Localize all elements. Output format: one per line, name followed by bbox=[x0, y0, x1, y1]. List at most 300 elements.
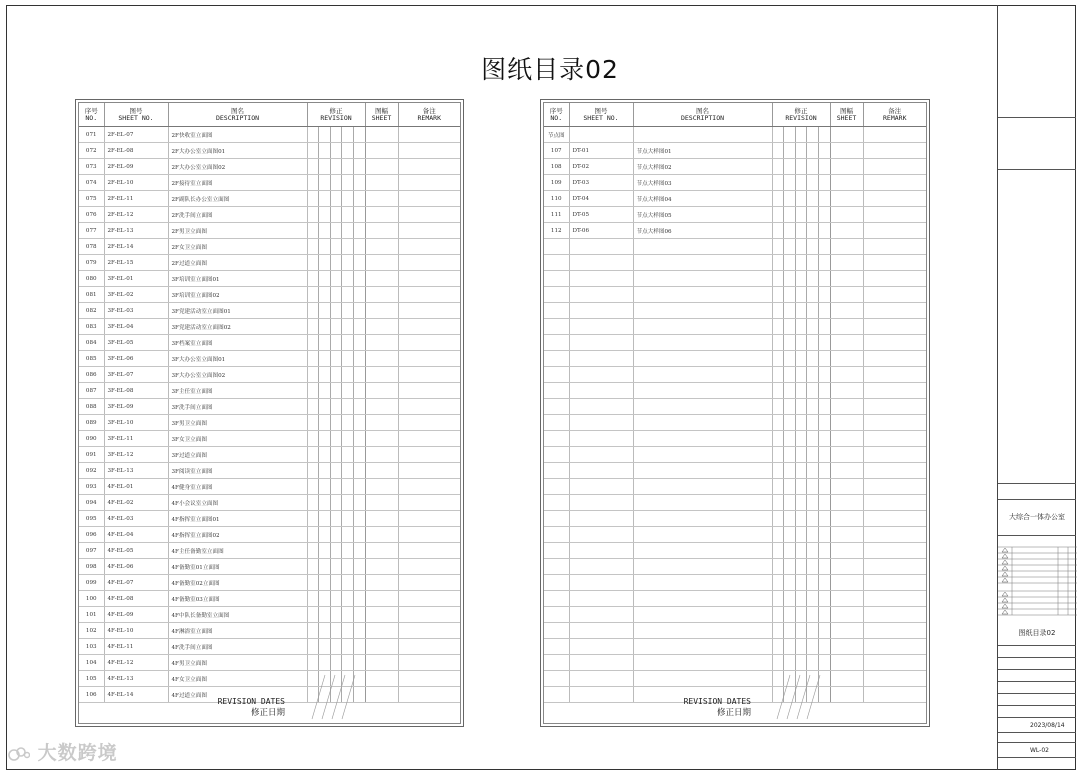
row-description: 2F女卫立面图 bbox=[168, 239, 307, 255]
row-description bbox=[633, 287, 772, 303]
row-revision bbox=[307, 527, 365, 543]
col-header-description: 图名 DESCRIPTION bbox=[168, 103, 307, 127]
row-remark bbox=[398, 335, 460, 351]
row-sheet-no: 2F-EL-13 bbox=[104, 223, 168, 239]
row-revision bbox=[307, 207, 365, 223]
row-remark bbox=[398, 175, 460, 191]
watermark bbox=[8, 738, 118, 765]
row-sheet-no: 3F-EL-09 bbox=[104, 399, 168, 415]
row-description: 4F指挥室立面图02 bbox=[168, 527, 307, 543]
col-header-no: 序号 NO. bbox=[544, 103, 569, 127]
row-description: 4F健身室立面图 bbox=[168, 479, 307, 495]
row-sheet-no: DT-02 bbox=[569, 159, 633, 175]
row-remark bbox=[398, 319, 460, 335]
row-description bbox=[633, 591, 772, 607]
row-remark bbox=[398, 207, 460, 223]
row-sheet-no bbox=[569, 591, 633, 607]
row-description bbox=[633, 239, 772, 255]
row-remark bbox=[863, 159, 926, 175]
row-remark bbox=[398, 287, 460, 303]
row-sheet-no bbox=[569, 303, 633, 319]
row-sheet-size bbox=[830, 271, 863, 287]
row-sheet-size bbox=[830, 623, 863, 639]
row-number bbox=[544, 591, 569, 607]
row-sheet-size bbox=[830, 543, 863, 559]
row-sheet-size bbox=[830, 607, 863, 623]
row-remark bbox=[398, 463, 460, 479]
row-number: 074 bbox=[79, 175, 104, 191]
row-description bbox=[633, 351, 772, 367]
row-revision bbox=[307, 575, 365, 591]
table-row bbox=[544, 479, 926, 495]
table-row bbox=[544, 159, 926, 175]
row-sheet-size bbox=[830, 463, 863, 479]
table-row bbox=[79, 255, 460, 271]
row-number bbox=[544, 463, 569, 479]
row-description: 3F洗手间立面图 bbox=[168, 399, 307, 415]
row-sheet-no: 2F-EL-15 bbox=[104, 255, 168, 271]
row-sheet-size bbox=[365, 367, 398, 383]
row-remark bbox=[863, 143, 926, 159]
project-name: 大综合一体办公室 bbox=[1009, 513, 1065, 521]
row-sheet-no: 4F-EL-04 bbox=[104, 527, 168, 543]
row-description bbox=[633, 463, 772, 479]
row-revision bbox=[772, 447, 830, 463]
row-description: 4F主任备勤室立面图 bbox=[168, 543, 307, 559]
row-number bbox=[544, 575, 569, 591]
row-sheet-no bbox=[569, 447, 633, 463]
row-description bbox=[633, 655, 772, 671]
row-number: 087 bbox=[79, 383, 104, 399]
row-sheet-size bbox=[830, 559, 863, 575]
title-block-project bbox=[998, 499, 1076, 536]
row-description: 4F男卫立面图 bbox=[168, 655, 307, 671]
row-number bbox=[544, 383, 569, 399]
table-row bbox=[544, 175, 926, 191]
row-sheet-size bbox=[365, 479, 398, 495]
row-description: 3F女卫立面图 bbox=[168, 431, 307, 447]
row-revision bbox=[772, 367, 830, 383]
row-description: 节点大样图04 bbox=[633, 191, 772, 207]
row-revision bbox=[772, 175, 830, 191]
row-sheet-no: DT-05 bbox=[569, 207, 633, 223]
table-row bbox=[544, 351, 926, 367]
revision-symbols-grid bbox=[998, 539, 1077, 617]
row-sheet-no bbox=[569, 559, 633, 575]
table-row bbox=[544, 431, 926, 447]
revision-dates-label-en: REVISION DATES bbox=[217, 697, 285, 706]
table-row bbox=[79, 143, 460, 159]
row-revision bbox=[307, 127, 365, 143]
row-sheet-no: 3F-EL-07 bbox=[104, 367, 168, 383]
row-sheet-no bbox=[569, 543, 633, 559]
row-revision bbox=[307, 623, 365, 639]
row-description bbox=[633, 639, 772, 655]
col-header-sheet: 图幅 SHEET bbox=[830, 103, 863, 127]
table-row bbox=[544, 271, 926, 287]
row-number: 076 bbox=[79, 207, 104, 223]
row-sheet-no bbox=[569, 655, 633, 671]
table-row bbox=[544, 303, 926, 319]
table-row bbox=[544, 319, 926, 335]
row-number: 090 bbox=[79, 431, 104, 447]
row-revision bbox=[307, 159, 365, 175]
row-sheet-size bbox=[365, 463, 398, 479]
row-description: 4F女卫立面图 bbox=[168, 671, 307, 687]
row-description: 节点大样图06 bbox=[633, 223, 772, 239]
row-sheet-size bbox=[830, 319, 863, 335]
row-number: 105 bbox=[79, 671, 104, 687]
row-revision bbox=[307, 255, 365, 271]
row-remark bbox=[863, 175, 926, 191]
col-header-sheet: 图幅 SHEET bbox=[365, 103, 398, 127]
row-revision bbox=[772, 335, 830, 351]
table-row bbox=[544, 607, 926, 623]
row-number: 075 bbox=[79, 191, 104, 207]
title-block-drawing-name bbox=[998, 617, 1076, 646]
row-description bbox=[633, 303, 772, 319]
row-revision bbox=[307, 431, 365, 447]
row-sheet-size bbox=[830, 415, 863, 431]
table-row bbox=[544, 623, 926, 639]
row-number: 099 bbox=[79, 575, 104, 591]
row-number: 103 bbox=[79, 639, 104, 655]
row-revision bbox=[307, 511, 365, 527]
table-row bbox=[79, 239, 460, 255]
row-description: 4F备勤室01立面图 bbox=[168, 559, 307, 575]
row-revision bbox=[772, 527, 830, 543]
row-sheet-size bbox=[830, 367, 863, 383]
row-number: 节点图 bbox=[544, 127, 569, 143]
row-remark bbox=[863, 543, 926, 559]
row-description: 4F指挥室立面图01 bbox=[168, 511, 307, 527]
row-sheet-size bbox=[365, 303, 398, 319]
row-revision bbox=[772, 511, 830, 527]
row-description: 3F大办公室立面图01 bbox=[168, 351, 307, 367]
table-row bbox=[79, 287, 460, 303]
revision-dates-footer bbox=[79, 671, 460, 723]
row-revision bbox=[307, 319, 365, 335]
page-title: 图纸目录02 bbox=[481, 55, 619, 84]
table-row bbox=[544, 511, 926, 527]
table-row bbox=[544, 335, 926, 351]
row-sheet-size bbox=[365, 495, 398, 511]
row-revision bbox=[772, 543, 830, 559]
table-row bbox=[79, 367, 460, 383]
row-sheet-no: 2F-EL-08 bbox=[104, 143, 168, 159]
row-description: 4F备勤室03立面图 bbox=[168, 591, 307, 607]
row-revision bbox=[772, 431, 830, 447]
col-header-revision: 修正 REVISION bbox=[772, 103, 830, 127]
row-revision bbox=[307, 591, 365, 607]
table-row bbox=[544, 527, 926, 543]
row-description: 节点大样图03 bbox=[633, 175, 772, 191]
row-description: 3F培训室立面图01 bbox=[168, 271, 307, 287]
row-number bbox=[544, 335, 569, 351]
row-remark bbox=[863, 655, 926, 671]
row-revision bbox=[772, 191, 830, 207]
row-number bbox=[544, 271, 569, 287]
row-sheet-no: 3F-EL-13 bbox=[104, 463, 168, 479]
drawing-index-table-left bbox=[75, 99, 464, 727]
row-description: 3F过道立面图 bbox=[168, 447, 307, 463]
row-description: 2F过道立面图 bbox=[168, 255, 307, 271]
row-remark bbox=[863, 383, 926, 399]
row-revision bbox=[307, 415, 365, 431]
row-sheet-no: DT-03 bbox=[569, 175, 633, 191]
row-sheet-size bbox=[830, 175, 863, 191]
col-header-remark: 备注 REMARK bbox=[398, 103, 460, 127]
title-block-date-row bbox=[998, 717, 1076, 733]
table-row bbox=[79, 575, 460, 591]
table-row bbox=[79, 319, 460, 335]
row-sheet-no bbox=[569, 287, 633, 303]
drawing-name: 图纸目录02 bbox=[1018, 629, 1056, 637]
row-description: 3F档案室立面图 bbox=[168, 335, 307, 351]
row-sheet-no bbox=[569, 431, 633, 447]
row-revision bbox=[772, 351, 830, 367]
row-remark bbox=[863, 239, 926, 255]
table-row bbox=[79, 415, 460, 431]
row-number bbox=[544, 239, 569, 255]
row-number: 110 bbox=[544, 191, 569, 207]
row-sheet-size bbox=[365, 447, 398, 463]
row-sheet-size bbox=[830, 239, 863, 255]
row-number: 071 bbox=[79, 127, 104, 143]
row-remark bbox=[398, 639, 460, 655]
row-sheet-no bbox=[569, 495, 633, 511]
row-sheet-no: 4F-EL-05 bbox=[104, 543, 168, 559]
col-header-no: 序号 NO. bbox=[79, 103, 104, 127]
row-sheet-no bbox=[569, 335, 633, 351]
row-description: 3F党建活动室立面图02 bbox=[168, 319, 307, 335]
row-revision bbox=[307, 239, 365, 255]
row-remark bbox=[398, 255, 460, 271]
row-description bbox=[633, 335, 772, 351]
row-number bbox=[544, 351, 569, 367]
row-sheet-size bbox=[830, 159, 863, 175]
row-remark bbox=[863, 207, 926, 223]
row-description: 3F主任室立面图 bbox=[168, 383, 307, 399]
row-sheet-no: 4F-EL-12 bbox=[104, 655, 168, 671]
row-number: 096 bbox=[79, 527, 104, 543]
row-number: 083 bbox=[79, 319, 104, 335]
table-row bbox=[544, 255, 926, 271]
row-sheet-no: 4F-EL-06 bbox=[104, 559, 168, 575]
row-sheet-size bbox=[365, 527, 398, 543]
row-revision bbox=[772, 319, 830, 335]
row-sheet-size bbox=[830, 447, 863, 463]
row-number bbox=[544, 559, 569, 575]
row-remark bbox=[398, 559, 460, 575]
row-remark bbox=[863, 223, 926, 239]
row-remark bbox=[398, 127, 460, 143]
row-revision bbox=[772, 159, 830, 175]
row-sheet-no: 4F-EL-13 bbox=[104, 671, 168, 687]
col-header-sheet-no: 图号 SHEET NO. bbox=[569, 103, 633, 127]
row-number bbox=[544, 287, 569, 303]
row-number: 073 bbox=[79, 159, 104, 175]
row-sheet-size bbox=[365, 575, 398, 591]
row-sheet-no bbox=[569, 271, 633, 287]
title-block-notes-area bbox=[998, 117, 1076, 170]
row-number: 084 bbox=[79, 335, 104, 351]
row-number bbox=[544, 447, 569, 463]
row-sheet-size bbox=[365, 239, 398, 255]
row-sheet-size bbox=[365, 335, 398, 351]
row-sheet-size bbox=[365, 623, 398, 639]
row-sheet-no: 3F-EL-12 bbox=[104, 447, 168, 463]
row-sheet-size bbox=[830, 511, 863, 527]
row-sheet-size bbox=[830, 255, 863, 271]
row-number bbox=[544, 527, 569, 543]
row-sheet-no: 3F-EL-06 bbox=[104, 351, 168, 367]
row-sheet-no: 2F-EL-09 bbox=[104, 159, 168, 175]
watermark-logo-icon bbox=[8, 746, 30, 762]
table-row bbox=[544, 383, 926, 399]
row-sheet-size bbox=[830, 335, 863, 351]
row-description bbox=[633, 527, 772, 543]
table-row bbox=[544, 463, 926, 479]
row-sheet-size bbox=[365, 607, 398, 623]
row-number bbox=[544, 479, 569, 495]
row-number bbox=[544, 255, 569, 271]
row-revision bbox=[772, 591, 830, 607]
index-table bbox=[544, 103, 926, 703]
row-sheet-size bbox=[365, 431, 398, 447]
row-description bbox=[633, 255, 772, 271]
row-remark bbox=[398, 271, 460, 287]
row-remark bbox=[863, 463, 926, 479]
row-sheet-no bbox=[569, 415, 633, 431]
row-sheet-no: 2F-EL-11 bbox=[104, 191, 168, 207]
row-sheet-no: DT-06 bbox=[569, 223, 633, 239]
row-sheet-no bbox=[569, 255, 633, 271]
row-description bbox=[633, 495, 772, 511]
row-revision bbox=[772, 655, 830, 671]
row-remark bbox=[863, 415, 926, 431]
table-row bbox=[79, 495, 460, 511]
revision-dates-label-cn: 修正日期 bbox=[250, 708, 285, 718]
title-block bbox=[997, 5, 1076, 770]
row-sheet-size bbox=[365, 639, 398, 655]
row-remark bbox=[398, 511, 460, 527]
row-remark bbox=[398, 431, 460, 447]
row-sheet-size bbox=[365, 223, 398, 239]
row-sheet-no bbox=[569, 511, 633, 527]
row-sheet-size bbox=[365, 255, 398, 271]
table-row bbox=[79, 159, 460, 175]
row-remark bbox=[863, 271, 926, 287]
row-revision bbox=[772, 255, 830, 271]
row-revision bbox=[307, 479, 365, 495]
row-sheet-size bbox=[365, 543, 398, 559]
table-row bbox=[79, 591, 460, 607]
row-remark bbox=[398, 591, 460, 607]
row-sheet-size bbox=[365, 655, 398, 671]
revision-dates-label-en: REVISION DATES bbox=[683, 697, 751, 706]
row-sheet-no: 3F-EL-08 bbox=[104, 383, 168, 399]
table-row bbox=[79, 351, 460, 367]
table-row bbox=[79, 431, 460, 447]
row-remark bbox=[398, 239, 460, 255]
title-block-number-row bbox=[998, 742, 1076, 758]
row-number: 085 bbox=[79, 351, 104, 367]
row-sheet-size bbox=[365, 591, 398, 607]
row-number: 104 bbox=[79, 655, 104, 671]
row-remark bbox=[398, 607, 460, 623]
row-remark bbox=[398, 143, 460, 159]
table-row bbox=[79, 623, 460, 639]
row-number bbox=[544, 655, 569, 671]
row-number: 081 bbox=[79, 287, 104, 303]
row-sheet-no bbox=[569, 319, 633, 335]
title-block-logo-area bbox=[998, 5, 1076, 118]
row-revision bbox=[772, 399, 830, 415]
row-revision bbox=[772, 303, 830, 319]
table-row bbox=[79, 271, 460, 287]
row-revision bbox=[307, 559, 365, 575]
title-block-field bbox=[998, 483, 1076, 500]
row-remark bbox=[863, 527, 926, 543]
row-sheet-size bbox=[830, 207, 863, 223]
row-remark bbox=[863, 639, 926, 655]
table-row bbox=[79, 175, 460, 191]
row-sheet-size bbox=[830, 383, 863, 399]
row-number: 108 bbox=[544, 159, 569, 175]
revision-dates-footer bbox=[544, 671, 926, 723]
row-sheet-size bbox=[365, 415, 398, 431]
row-number bbox=[544, 431, 569, 447]
row-description bbox=[633, 575, 772, 591]
row-revision bbox=[307, 351, 365, 367]
table-row bbox=[79, 511, 460, 527]
drawing-number: WL-02 bbox=[1030, 747, 1049, 754]
row-description: 2F男卫立面图 bbox=[168, 223, 307, 239]
col-header-revision: 修正 REVISION bbox=[307, 103, 365, 127]
row-revision bbox=[307, 143, 365, 159]
row-sheet-size bbox=[830, 191, 863, 207]
row-sheet-no: 2F-EL-14 bbox=[104, 239, 168, 255]
table-row bbox=[544, 287, 926, 303]
table-row bbox=[544, 127, 926, 143]
row-sheet-size bbox=[830, 527, 863, 543]
row-revision bbox=[772, 143, 830, 159]
table-row bbox=[79, 527, 460, 543]
row-sheet-no: 2F-EL-07 bbox=[104, 127, 168, 143]
row-remark bbox=[863, 607, 926, 623]
row-remark bbox=[398, 527, 460, 543]
row-remark bbox=[863, 431, 926, 447]
row-sheet-size bbox=[830, 127, 863, 143]
row-description: 2F接待室立面图 bbox=[168, 175, 307, 191]
table-row bbox=[79, 303, 460, 319]
row-revision bbox=[307, 271, 365, 287]
row-remark bbox=[863, 303, 926, 319]
row-sheet-no bbox=[569, 607, 633, 623]
col-header-remark: 备注 REMARK bbox=[863, 103, 926, 127]
row-description: 4F中队长备勤室立面图 bbox=[168, 607, 307, 623]
row-remark bbox=[398, 303, 460, 319]
row-sheet-size bbox=[365, 175, 398, 191]
row-revision bbox=[772, 207, 830, 223]
row-sheet-no: 4F-EL-09 bbox=[104, 607, 168, 623]
row-sheet-no bbox=[569, 479, 633, 495]
row-remark bbox=[398, 367, 460, 383]
row-description: 2F快收室立面图 bbox=[168, 127, 307, 143]
row-sheet-size bbox=[365, 351, 398, 367]
row-number: 107 bbox=[544, 143, 569, 159]
